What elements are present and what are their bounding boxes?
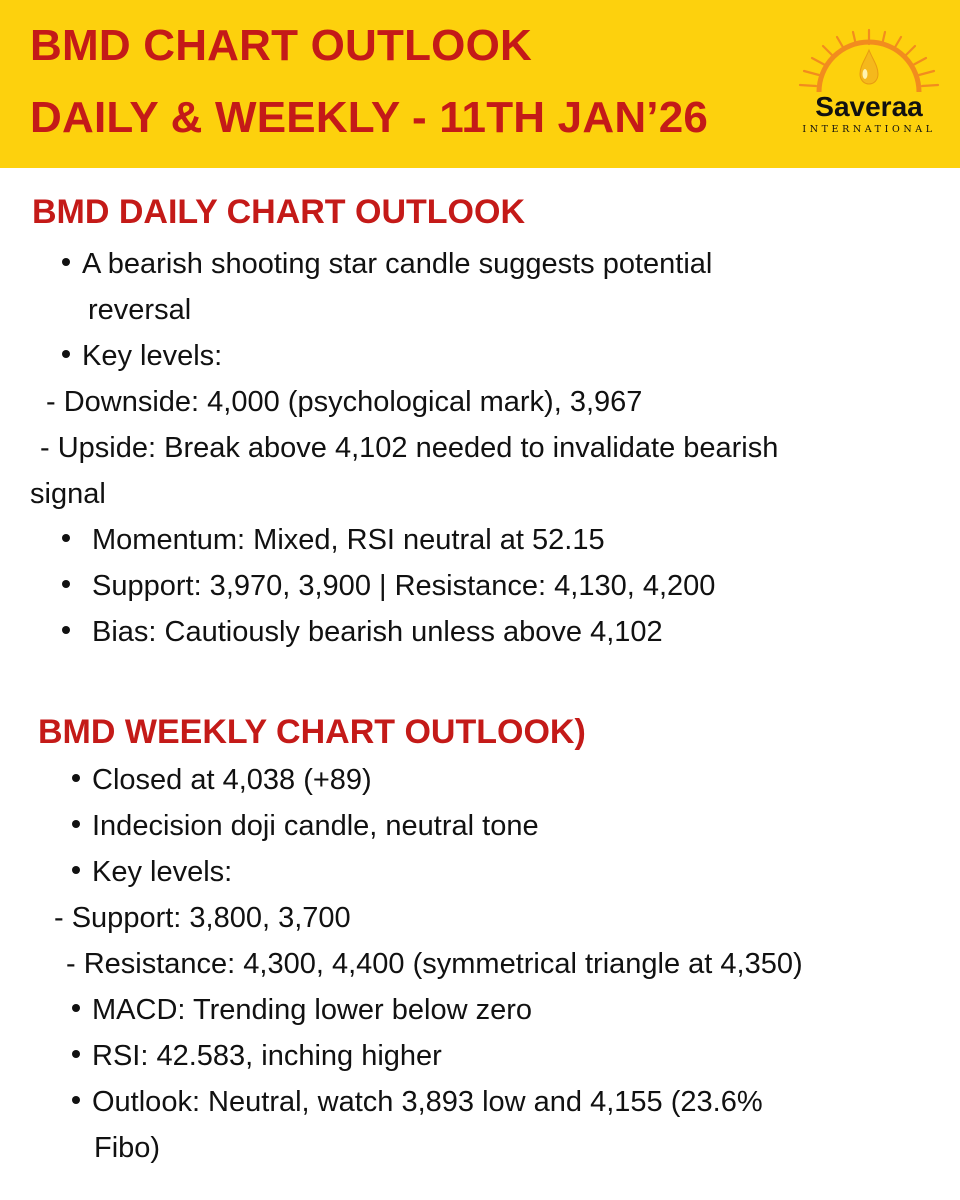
list-item-continuation: reversal [88, 294, 192, 326]
bullet-icon [62, 350, 70, 358]
weekly-section-heading: BMD WEEKLY CHART OUTLOOK) [38, 713, 586, 751]
list-item: A bearish shooting star candle suggests potential [62, 246, 712, 282]
sub-item-continuation: signal [30, 478, 106, 510]
saveraa-logo [786, 28, 952, 140]
page-title-line-2: DAILY & WEEKLY - 11TH JAN’26 [30, 93, 709, 142]
page-title-line-1: BMD CHART OUTLOOK [30, 21, 533, 70]
sun-drop-icon [786, 28, 952, 98]
bullet-icon [62, 626, 70, 634]
sub-item: - Resistance: 4,300, 4,400 (symmetrical triangle at 4,350) [66, 948, 803, 980]
bullet-icon [72, 1050, 80, 1058]
logo-subtitle: INTERNATIONAL [802, 124, 936, 135]
list-item-continuation: Fibo) [94, 1132, 161, 1164]
list-item: Bias: Cautiously bearish unless above 4,102 [62, 614, 663, 650]
bullet-icon [62, 258, 70, 266]
list-item: Key levels: [72, 854, 232, 890]
bullet-icon [72, 1096, 80, 1104]
bullet-icon [72, 774, 80, 782]
bullet-icon [62, 534, 70, 542]
list-item: Indecision doji candle, neutral tone [72, 808, 539, 844]
sub-item: - Upside: Break above 4,102 needed to invalidate bearish [40, 432, 779, 464]
header-band [0, 0, 960, 168]
sub-item: - Downside: 4,000 (psychological mark), 3,967 [46, 386, 643, 418]
list-item: Closed at 4,038 (+89) [72, 762, 372, 798]
list-item: Key levels: [62, 338, 222, 374]
list-item: RSI: 42.583, inching higher [72, 1038, 442, 1074]
sub-item: - Support: 3,800, 3,700 [54, 902, 351, 934]
bullet-icon [62, 580, 70, 588]
logo-brand-text: Saveraa [815, 91, 923, 122]
list-item: Support: 3,970, 3,900 | Resistance: 4,130, 4,200 [62, 568, 715, 604]
list-item: Momentum: Mixed, RSI neutral at 52.15 [62, 522, 605, 558]
bullet-icon [72, 1004, 80, 1012]
daily-section-heading: BMD DAILY CHART OUTLOOK [32, 193, 525, 231]
bullet-icon [72, 820, 80, 828]
list-item: Outlook: Neutral, watch 3,893 low and 4,155 (23.6% [72, 1084, 763, 1120]
bullet-icon [72, 866, 80, 874]
list-item: MACD: Trending lower below zero [72, 992, 532, 1028]
